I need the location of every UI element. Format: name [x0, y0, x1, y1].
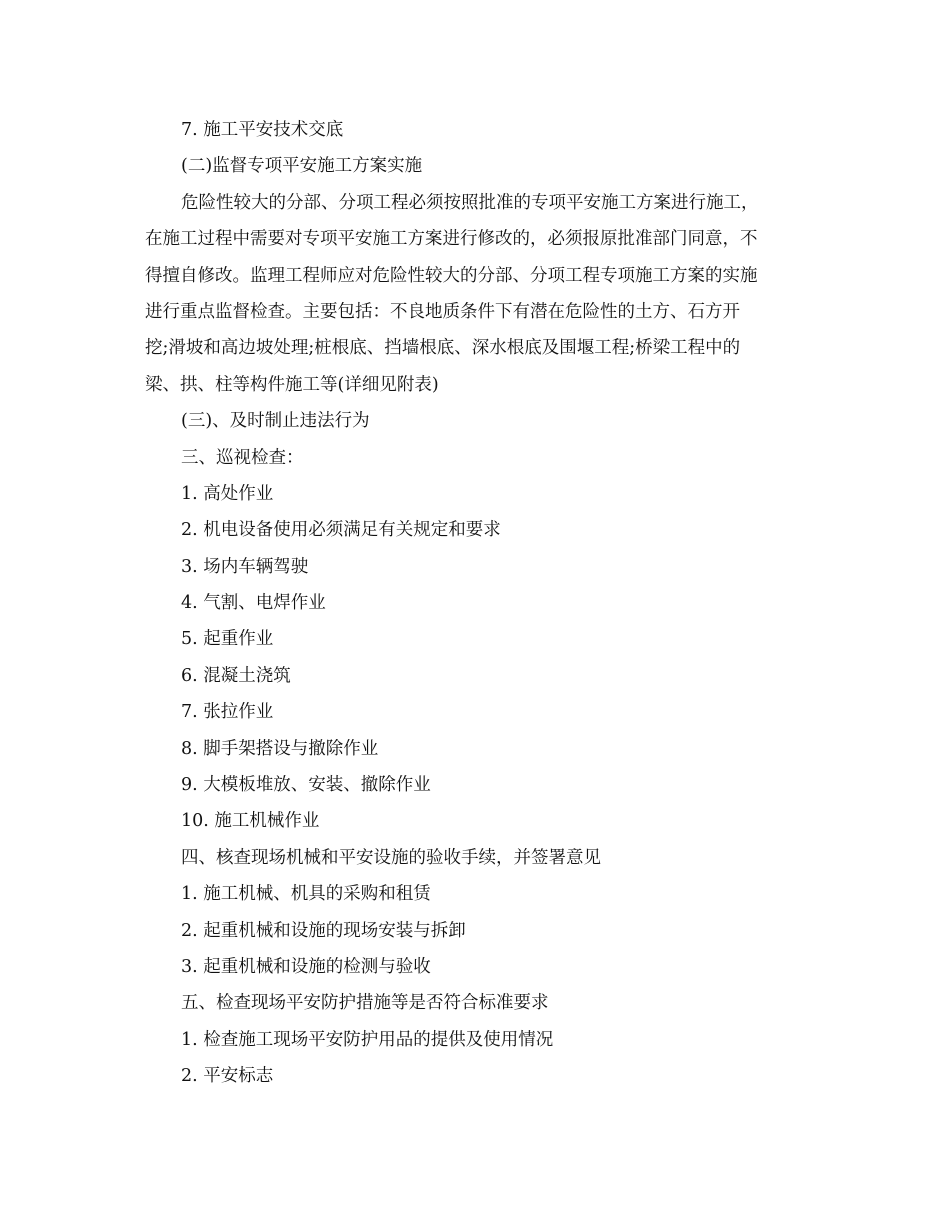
list-item: 7. 张拉作业: [181, 702, 274, 723]
paragraph-line: 危险性较大的分部、分项工程必须按照批准的专项平安施工方案进行施工，: [181, 192, 759, 213]
lines-after: [145, 403, 805, 1094]
list-item: 10. 施工机械作业: [181, 811, 320, 832]
section-heading: 四、核查现场机械和平安设施的验收手续，并签署意见: [181, 847, 601, 868]
paragraph-line: 梁、拱、柱等构件施工等(详细见附表): [145, 374, 439, 395]
list-item: 3. 场内车辆驾驶: [181, 556, 309, 577]
paragraph-line: 在施工过程中需要对专项平安施工方案进行修改的，必须报原批准部门同意，不: [145, 229, 758, 250]
list-item: 8. 脚手架搭设与撤除作业: [181, 738, 379, 759]
list-item: 2. 机电设备使用必须满足有关规定和要求: [181, 520, 501, 541]
paragraph-line: 得擅自修改。监理工程师应对危险性较大的分部、分项工程专项施工方案的实施: [145, 265, 758, 286]
paragraph-line: 进行重点监督检查。主要包括：不良地质条件下有潜在危险性的土方、石方开: [145, 301, 740, 322]
text-line: (二)监督专项平安施工方案实施: [181, 156, 423, 177]
list-item: 3. 起重机械和设施的检测与验收: [181, 956, 431, 977]
section-heading: 五、检查现场平安防护措施等是否符合标准要求: [181, 993, 549, 1014]
list-item: 6. 混凝土浇筑: [181, 665, 291, 686]
list-item: 1. 高处作业: [181, 483, 274, 504]
paragraph-line: 挖;滑坡和高边坡处理;桩根底、挡墙根底、深水根底及围堰工程;桥梁工程中的: [145, 338, 741, 359]
body-paragraph: [145, 185, 805, 403]
list-item: 2. 起重机械和设施的现场安装与拆卸: [181, 920, 466, 941]
lines-before: [145, 112, 805, 185]
list-item: 2. 平安标志: [181, 1066, 274, 1087]
list-item: 5. 起重作业: [181, 629, 274, 650]
section-heading: (三)、及时制止违法行为: [181, 411, 370, 432]
list-item: 1. 施工机械、机具的采购和租赁: [181, 884, 431, 905]
list-item: 1. 检查施工现场平安防护用品的提供及使用情况: [181, 1029, 554, 1050]
list-item: 4. 气割、电焊作业: [181, 593, 326, 614]
text-line: 7. 施工平安技术交底: [181, 120, 344, 140]
list-item: 9. 大模板堆放、安装、撤除作业: [181, 775, 431, 796]
section-heading: 三、巡视检查：: [181, 447, 304, 468]
